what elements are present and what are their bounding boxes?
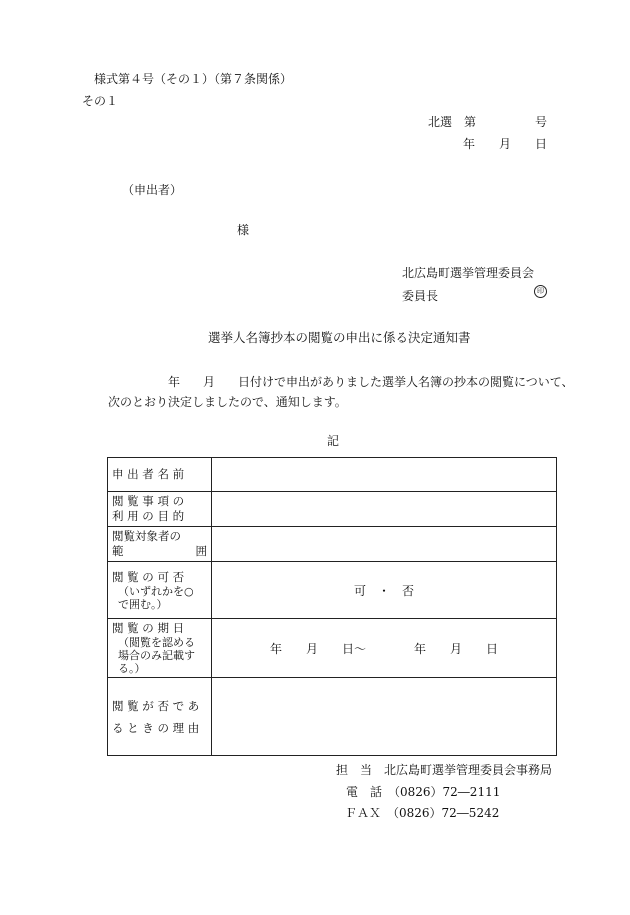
decision-table [107,457,557,756]
table-row [108,619,557,678]
table-row [108,678,557,756]
body-month: 月 [203,375,216,389]
row-purpose-value[interactable] [212,492,557,527]
applicant-label: （申出者） [122,183,183,197]
date-month: 月 [499,137,512,151]
document-title: 選挙人名簿抄本の閲覧の申出に係る決定通知書 [208,330,471,345]
row-date-label: 閲 覧 の 期 日 （閲覧を認める 場合のみ記載す る。） [108,619,212,678]
table-row [108,562,557,619]
row-approval-value[interactable]: 可 ・ 否 [212,562,557,619]
row-applicant-name-label: 申 出 者 名 前 [108,458,212,492]
issuer-committee: 北広島町選挙管理委員会 [402,266,535,280]
doc-prefix: 北選 [428,115,453,129]
honorific-sama: 様 [237,223,250,237]
ki-heading: 記 [327,434,340,448]
table-row [108,458,557,492]
row-date-value[interactable]: 年 月 日～ 年 月 日 [212,619,557,678]
seal-mark: 印 [534,285,547,298]
date-day: 日 [535,137,548,151]
doc-go: 号 [535,115,548,129]
footer-contact-office: 担 当 北広島町選挙管理委員会事務局 [336,763,553,777]
footer-phone: 電 話 （0826）72―2111 [346,785,501,799]
row-purpose-label: 閲 覧 事 項 の 利 用 の 目 的 [108,492,212,527]
sono-label: その１ [82,94,119,108]
doc-dai: 第 [464,115,477,129]
body-line-2: 次のとおり決定しましたので、通知します。 [108,395,347,409]
body-line-1-rest: 日付けで申出がありました選挙人名簿の抄本の閲覧について、 [238,375,574,389]
issuer-chair: 委員長 [402,289,439,303]
date-year: 年 [463,137,476,151]
body-year: 年 [168,375,181,389]
row-scope-label: 閲覧対象者の 範 囲 [108,527,212,562]
row-reason-label: 閲 覧 が 否 で あ る と き の 理 由 [108,678,212,756]
row-reason-value[interactable] [212,678,557,756]
row-scope-value[interactable] [212,527,557,562]
row-approval-label: 閲 覧 の 可 否 （いずれかを○ で囲む。） [108,562,212,619]
form-number: 様式第４号（その１）（第７条関係） [94,72,293,86]
footer-fax: ＦＡＸ （0826）72―5242 [345,806,500,820]
table-row [108,492,557,527]
table-row [108,527,557,562]
row-applicant-name-value[interactable] [212,458,557,492]
